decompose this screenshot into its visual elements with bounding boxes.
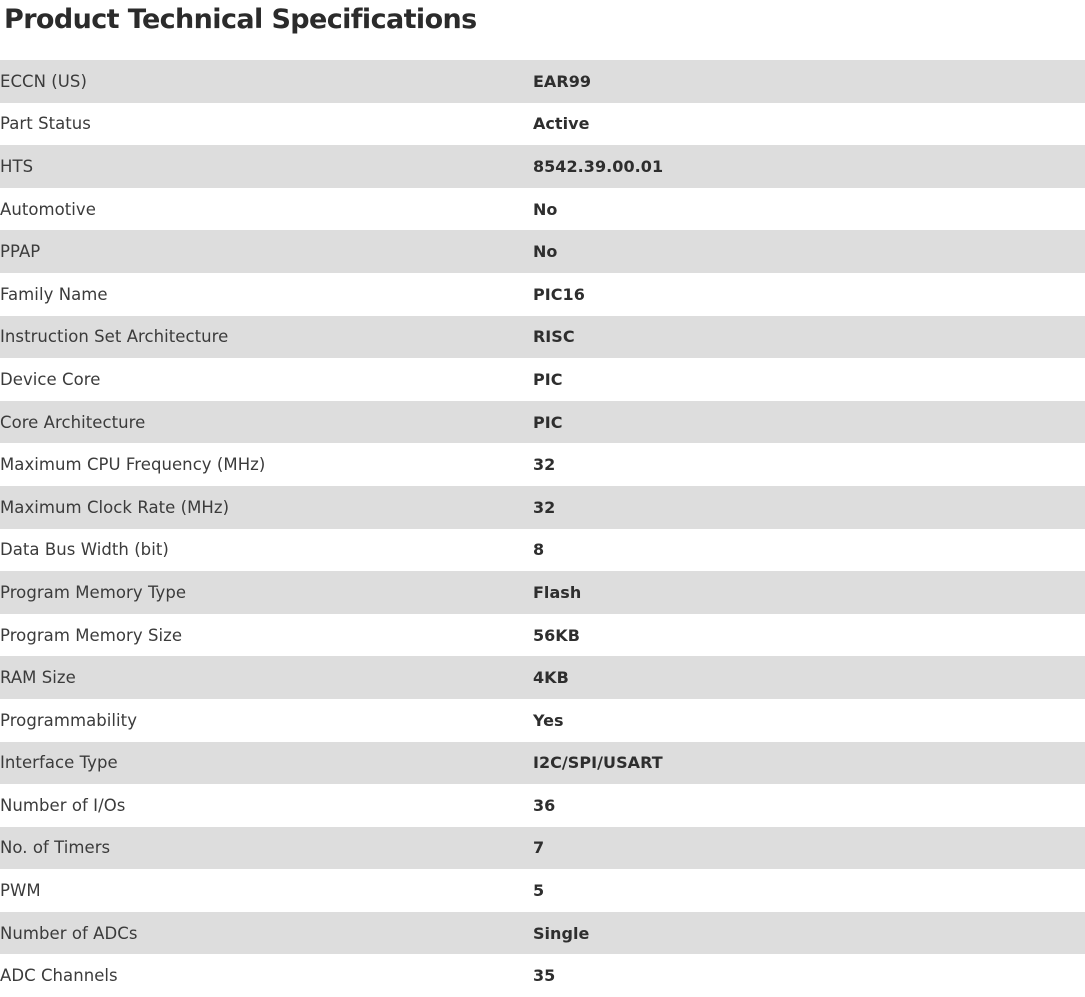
table-row <box>0 188 1085 231</box>
spec-label: No. of Timers <box>0 838 111 858</box>
table-row <box>0 614 1085 657</box>
spec-value: No <box>532 199 558 219</box>
spec-label: Maximum Clock Rate (MHz) <box>0 497 230 517</box>
table-row <box>0 443 1085 486</box>
spec-value: Active <box>532 114 590 134</box>
table-row <box>0 742 1085 785</box>
table-row <box>0 827 1085 870</box>
spec-label: ECCN (US) <box>0 71 87 91</box>
spec-value: EAR99 <box>532 71 592 91</box>
spec-value: 5 <box>532 881 545 901</box>
table-row <box>0 145 1085 188</box>
page-title: Product Technical Specifications <box>4 4 477 35</box>
spec-label: HTS <box>0 156 34 176</box>
spec-label: Automotive <box>0 199 96 219</box>
spec-label: PWM <box>0 881 41 901</box>
spec-label: Part Status <box>0 114 91 134</box>
table-row <box>0 784 1085 827</box>
table-row <box>0 316 1085 359</box>
spec-value: RISC <box>532 327 575 347</box>
spec-label: Interface Type <box>0 753 118 773</box>
table-row <box>0 358 1085 401</box>
spec-value: 8 <box>532 540 545 560</box>
spec-value: No <box>532 242 558 262</box>
table-row <box>0 699 1085 742</box>
spec-value: 4KB <box>532 668 569 688</box>
spec-label: Programmability <box>0 710 138 730</box>
spec-value: 35 <box>532 966 556 986</box>
spec-label: Instruction Set Architecture <box>0 327 229 347</box>
table-row <box>0 230 1085 273</box>
spec-label: Family Name <box>0 284 108 304</box>
spec-table-body <box>0 60 1085 997</box>
spec-value: PIC <box>532 412 563 432</box>
spec-label: PPAP <box>0 242 41 262</box>
spec-value: I2C/SPI/USART <box>532 753 663 773</box>
spec-label: ADC Channels <box>0 966 118 986</box>
table-row <box>0 60 1085 103</box>
table-row <box>0 869 1085 912</box>
spec-value: 7 <box>532 838 545 858</box>
table-row <box>0 656 1085 699</box>
spec-value: 8542.39.00.01 <box>532 156 664 176</box>
spec-label: Device Core <box>0 369 101 389</box>
table-row <box>0 912 1085 955</box>
spec-label: Program Memory Size <box>0 625 183 645</box>
table-row <box>0 571 1085 614</box>
product-technical-specifications-table <box>0 60 1085 997</box>
spec-value: PIC <box>532 369 563 389</box>
table-row <box>0 401 1085 444</box>
table-row <box>0 954 1085 997</box>
spec-value: 56KB <box>532 625 580 645</box>
table-row <box>0 103 1085 146</box>
spec-value: 36 <box>532 795 556 815</box>
spec-label: Program Memory Type <box>0 582 187 602</box>
table-row <box>0 529 1085 572</box>
spec-value: Yes <box>532 710 564 730</box>
spec-label: Maximum CPU Frequency (MHz) <box>0 455 266 475</box>
spec-label: Core Architecture <box>0 412 146 432</box>
spec-value: PIC16 <box>532 284 585 304</box>
table-row <box>0 273 1085 316</box>
spec-value: 32 <box>532 455 556 475</box>
table-row <box>0 486 1085 529</box>
spec-label: Data Bus Width (bit) <box>0 540 169 560</box>
spec-value: Flash <box>532 582 582 602</box>
spec-label: Number of I/Os <box>0 795 126 815</box>
spec-value: 32 <box>532 497 556 517</box>
spec-label: Number of ADCs <box>0 923 138 943</box>
spec-value: Single <box>532 923 590 943</box>
spec-label: RAM Size <box>0 668 76 688</box>
